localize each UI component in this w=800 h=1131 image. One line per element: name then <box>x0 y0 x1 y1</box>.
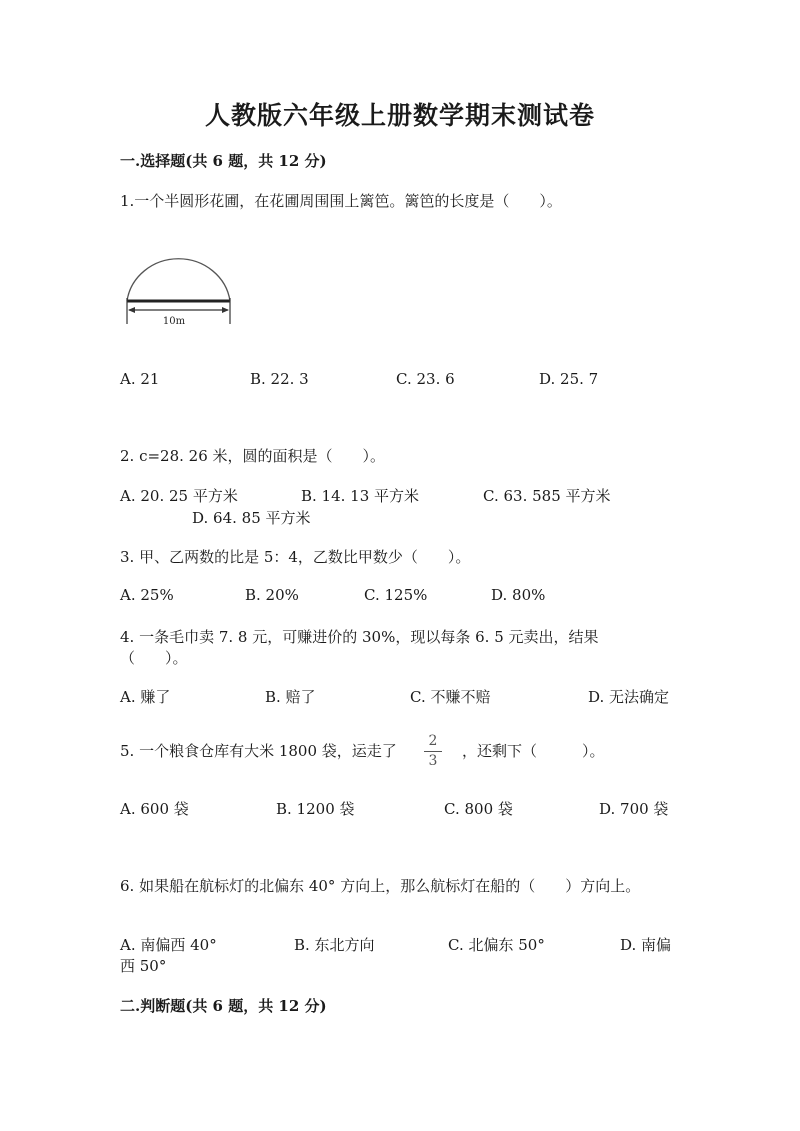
q3-option-b: B. 20% <box>245 586 299 604</box>
semicircle-diagram <box>120 248 240 328</box>
figure-dimension-label: 10m <box>162 316 186 327</box>
fraction-numerator: 2 <box>428 733 438 749</box>
page-title: 人教版六年级上册数学期末测试卷 <box>204 101 595 130</box>
semicircle-arc <box>127 259 230 301</box>
question-5-text-before: 5. 一个粮食仓库有大米 1800 袋，运走了 <box>120 742 397 760</box>
question-4-text-line-2: （ ）。 <box>120 649 188 667</box>
q4-option-b: B. 赔了 <box>265 688 316 706</box>
q4-option-d: D. 无法确定 <box>588 688 670 706</box>
q1-option-c: C. 23. 6 <box>396 370 455 388</box>
q1-option-a: A. 21 <box>120 370 160 388</box>
q3-option-a: A. 25% <box>120 586 174 604</box>
section-heading-choice: 一.选择题(共 6 题，共 12 分) <box>120 152 327 170</box>
q5-option-d: D. 700 袋 <box>599 800 669 818</box>
question-6-text: 6. 如果船在航标灯的北偏东 40° 方向上，那么航标灯在船的（ ）方向上。 <box>120 877 641 895</box>
dimension-arrow-left <box>128 307 135 313</box>
section-heading-judge: 二.判断题(共 6 题，共 12 分) <box>120 997 327 1015</box>
dimension-arrow-right <box>222 307 229 313</box>
q1-option-d: D. 25. 7 <box>539 370 599 388</box>
q6-option-b: B. 东北方向 <box>294 936 375 954</box>
q5-option-c: C. 800 袋 <box>444 800 513 818</box>
fraction-bar <box>424 751 442 752</box>
q1-option-b: B. 22. 3 <box>250 370 309 388</box>
q4-option-a: A. 赚了 <box>120 688 171 706</box>
question-1-text: 1.一个半圆形花圃，在花圃周围围上篱笆。篱笆的长度是（ ）。 <box>120 192 562 210</box>
question-3-text: 3. 甲、乙两数的比是 5：4，乙数比甲数少（ ）。 <box>120 548 471 566</box>
q6-option-c: C. 北偏东 50° <box>448 936 545 954</box>
q2-option-d: D. 64. 85 平方米 <box>192 509 311 527</box>
fraction-denominator: 3 <box>428 753 438 769</box>
question-2-text: 2. c=28. 26 米，圆的面积是（ ）。 <box>120 447 386 465</box>
q3-option-c: C. 125% <box>364 586 428 604</box>
semicircle-figure <box>120 248 240 332</box>
q2-option-a: A. 20. 25 平方米 <box>120 487 238 505</box>
q6-option-d-continued: 西 50° <box>120 957 167 975</box>
q2-option-b: B. 14. 13 平方米 <box>301 487 420 505</box>
q2-option-c: C. 63. 585 平方米 <box>483 487 611 505</box>
q4-option-c: C. 不赚不赔 <box>410 688 491 706</box>
fraction-two-thirds <box>424 733 442 770</box>
question-5-text-after: ，还剩下（ ）。 <box>462 742 605 760</box>
q6-option-a: A. 南偏西 40° <box>120 936 217 954</box>
q3-option-d: D. 80% <box>491 586 546 604</box>
q5-option-b: B. 1200 袋 <box>276 800 355 818</box>
q6-option-d: D. 南偏 <box>620 936 672 954</box>
question-4-text-line-1: 4. 一条毛巾卖 7. 8 元，可赚进价的 30%，现以每条 6. 5 元卖出，结果 <box>120 628 599 646</box>
q5-option-a: A. 600 袋 <box>120 800 189 818</box>
